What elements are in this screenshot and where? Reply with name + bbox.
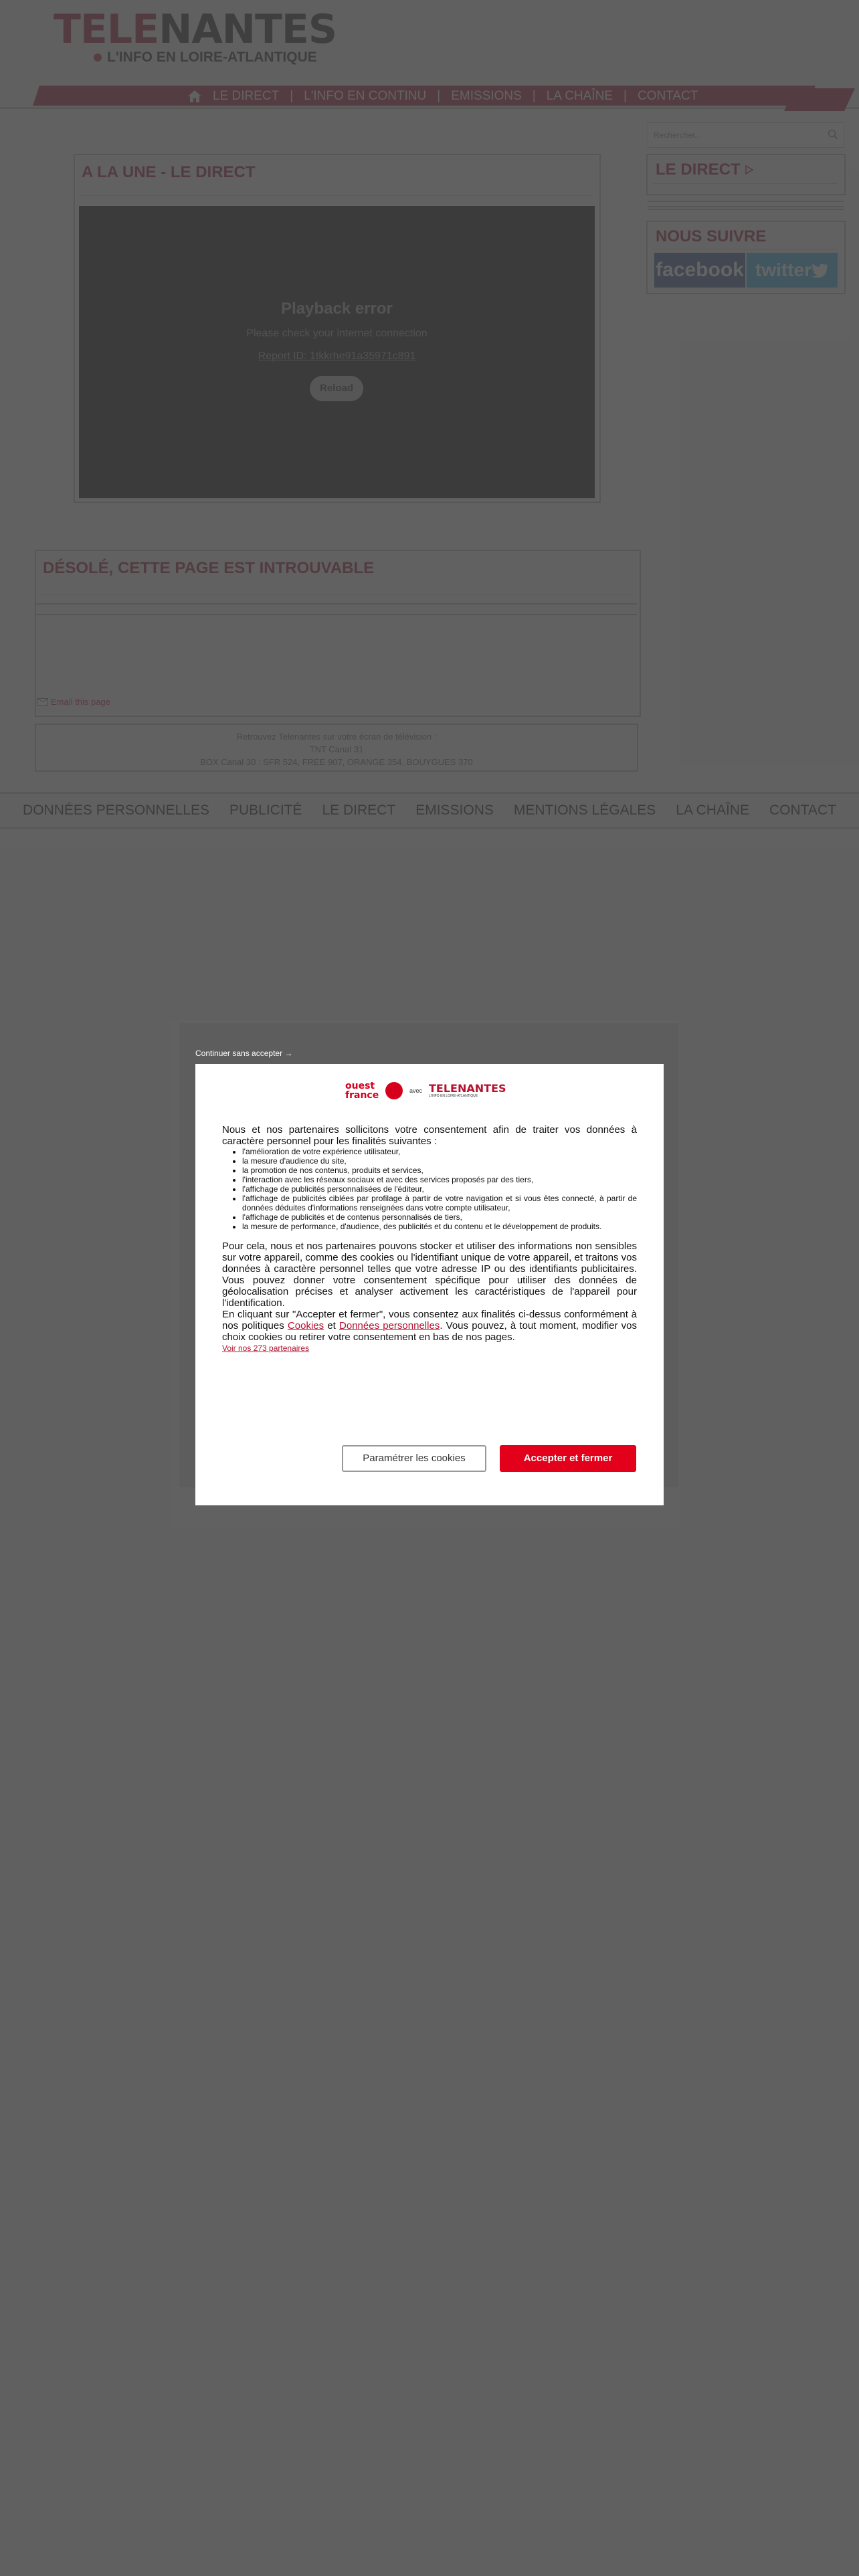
- consent-para-accept: [222, 1309, 637, 1343]
- list-item: • l'interaction avec les réseaux sociaux et avec des services proposés par des tiers,: [242, 1175, 637, 1184]
- consent-para-accept-end: . Vous pouvez, à tout moment, modifier vos choix cookies ou retirer votre consentement en bas de nos pages.: [222, 1320, 638, 1343]
- ouest-france-logo: [345, 1081, 403, 1100]
- cookies-policy-link[interactable]: Cookies: [287, 1320, 324, 1331]
- consent-purposes-list: [242, 1147, 637, 1231]
- accept-and-close-button[interactable]: Accepter et fermer: [500, 1445, 636, 1472]
- consent-logos: [345, 1081, 506, 1100]
- list-item: • l'affichage de publicités et de contenus personnalisés de tiers,: [242, 1212, 637, 1222]
- telenantes-logo: [429, 1083, 506, 1098]
- ouest-france-wordmark: ouest france: [345, 1081, 379, 1101]
- consent-text: [222, 1124, 637, 1354]
- list-item: • l'amélioration de votre expérience utilisateur,: [242, 1147, 637, 1156]
- consent-para-storage: Pour cela, nous et nos partenaires pouvons stocker et utiliser des informations non sensibles sur votre appareil, comme des cookies ou l'identifiant unique de votre appareil, et traitons vos données à caractère personnel telles que votre adresse IP ou des identifiants publicitaires. Vous pouvez donner votre consentement spécifique pour utiliser des données de géolocalisation précises et analyser activement les caractéristiques de l'appareil pour l'identification.: [222, 1241, 637, 1309]
- consent-intro: Nous et nos partenaires sollicitons votre consentement afin de traiter vos données à caractère personnel pour les finalités suivantes :: [222, 1124, 637, 1147]
- consent-dialog: [195, 1064, 664, 1505]
- list-item: • la promotion de nos contenus, produits et services,: [242, 1166, 637, 1175]
- consent-para-accept-text: En cliquant sur "Accepter et fermer", vous consentez aux finalités ci-dessus conformément à nos politiques: [222, 1309, 637, 1331]
- list-item: • la mesure d'audience du site,: [242, 1156, 637, 1166]
- list-item: • la mesure de performance, d'audience, des publicités et du contenu et le développement de produits.: [242, 1222, 637, 1231]
- ouest-france-emblem: [385, 1082, 403, 1099]
- continue-without-accepting-link[interactable]: Continuer sans accepter →: [195, 1049, 293, 1058]
- tn-logo-tagline: L'INFO EN LOIRE-ATLANTIQUE: [429, 1094, 478, 1098]
- tn-logo-wordmark: TELENANTES: [429, 1082, 506, 1095]
- et-label: et: [327, 1320, 336, 1331]
- avec-label: avec: [409, 1087, 423, 1094]
- list-item: • l'affichage de publicités personnalisées de l'éditeur,: [242, 1184, 637, 1194]
- list-item: • l'affichage de publicités ciblées par profilage à partir de votre navigation et si vous êtes connecté, à partir de données déduites d'informations renseignées dans votre compte utilisateur,: [242, 1194, 637, 1212]
- configure-cookies-button[interactable]: Paramétrer les cookies: [342, 1445, 486, 1472]
- data-policy-link[interactable]: Données personnelles: [339, 1320, 440, 1331]
- partners-link[interactable]: Voir nos 273 partenaires: [222, 1344, 310, 1353]
